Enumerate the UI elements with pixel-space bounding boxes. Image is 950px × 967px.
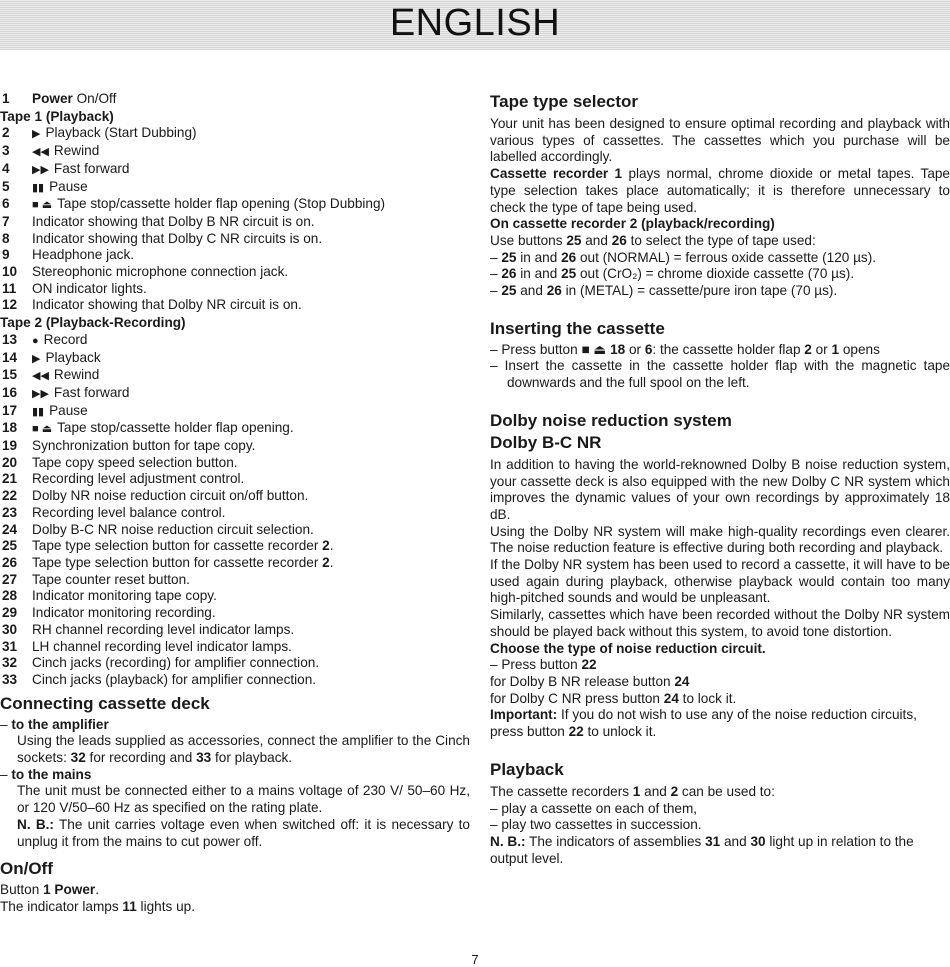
connecting-heading: Connecting cassette deck [0,693,210,713]
tape-type-heading: Tape type selector [490,92,639,111]
item-text: Stereophonic microphone connection jack. [32,264,289,280]
playback-line-3: – play two cassettes in succession. [490,817,702,833]
item-text: Pause [49,178,88,194]
item-number: 18 [2,420,18,436]
dolby-for-b: for Dolby B NR release button 24 [490,673,690,689]
item-text: Tape copy speed selection button. [32,454,238,470]
legend-item [0,555,470,572]
legend-item [0,214,470,231]
item-number: 25 [2,538,18,554]
control-symbol-icon: ● [32,334,39,347]
item-text: Indicator showing that Dolby NR circuit is on. [32,297,302,313]
item-text: LH channel recording level indicator lamps. [32,638,292,654]
dolby-choose: Choose the type of noise reduction circuit. [490,640,766,656]
item-bold-ref: 2 [322,554,330,570]
item-number: 19 [2,438,18,454]
dolby-paragraph-3: If the Dolby NR system has been used to record a cassette, it will have to be used again during playback, otherwise playback would contain too many high-pitched sounds and would be unpleasant. [490,557,950,606]
recorder2-heading: On cassette recorder 2 (playback/recording) [490,216,775,232]
legend-item [0,385,470,403]
item-number: 14 [2,349,18,365]
legend-item [0,438,470,455]
playback-line-2: – play a cassette on each of them, [490,800,698,816]
item-number: 2 [2,125,10,141]
item-text: Dolby NR noise reduction circuit on/off button. [32,488,309,504]
tape-option-metal: – 25 and 26 in (METAL) = cassette/pure iron tape (70 µs). [490,283,838,299]
item-number: 29 [2,605,18,621]
legend-item [0,505,470,522]
item-number: 16 [2,384,18,400]
legend-item [0,488,470,505]
playback-line-1: The cassette recorders 1 and 2 can be used to: [490,783,775,799]
legend-item [0,403,470,421]
mains-text: The unit must be connected either to a mains voltage of 230 V/ 50–60 Hz, or 120 V/50–60 Hz as specified on the rating plate. [17,783,470,816]
item-number: 8 [2,230,10,246]
right-column [490,91,950,867]
legend-item [0,143,470,161]
item-text: Fast forward [53,384,130,400]
item-text: Indicator showing that Dolby B NR circuit is on. [32,213,315,229]
legend-item [0,332,470,350]
item-text: Indicator monitoring recording. [32,605,216,621]
legend-item [0,281,470,298]
onoff-heading: On/Off [0,859,53,879]
legend-item [0,522,470,539]
tape2-list [0,332,470,689]
legend-item [0,297,470,314]
playback-heading: Playback [490,759,564,779]
item-text: Fast forward [53,160,130,176]
control-symbol-icon: ◀◀ [32,146,49,159]
amplifier-subheading [0,717,470,734]
control-symbol-icon: ◀◀ [32,370,49,383]
legend-item [0,672,470,689]
legend-item [0,161,470,179]
legend-item [0,350,470,368]
legend-item [0,605,470,622]
item-text: Dolby B-C NR noise reduction circuit selection. [32,521,314,537]
item-text: Indicator showing that Dolby C NR circuits is on. [32,230,323,246]
item-text: Rewind [53,367,100,383]
item-text: Tape type selection button for cassette recorder [32,554,323,570]
item-number: 20 [2,454,18,470]
onoff-line-1: Button 1 Power. [0,882,99,898]
legend-item [0,572,470,589]
tape-option-normal: – 25 in and 26 out (NORMAL) = ferrous oxide cassette (120 µs). [490,249,877,265]
tape-option-chrome: – 26 in and 25 out (CrO₂) = chrome dioxide cassette (70 µs). [490,266,855,282]
item-text: RH channel recording level indicator lamps. [32,621,295,637]
item-number: 7 [2,213,10,229]
dolby-paragraph-2: Using the Dolby NR system will make high-quality recordings even clearer. The noise reduction feature is effective during both recording and playback. [490,523,950,556]
dash: – [0,716,12,732]
item-text: Pause [49,402,88,418]
item-text: Cinch jacks (playback) for amplifier connection. [32,671,317,687]
onoff-line-2: The indicator lamps 11 lights up. [0,898,195,914]
item-bold-ref: 2 [322,538,330,554]
legend-item [0,196,470,214]
page-number: 7 [471,952,479,967]
control-symbol-icon: ▶ [32,128,41,141]
dash: – [0,766,12,782]
legend-item [0,655,470,672]
item-text: Playback (Start Dubbing) [45,125,197,141]
legend-item [0,264,470,281]
legend-item [0,622,470,639]
tape1-list [0,125,470,314]
item-number: 22 [2,488,18,504]
item-number: 33 [2,671,18,687]
inserting-step-2: – Insert the cassette in the cassette holder flap with the magnetic tape downwards and the full spool on the left. [490,358,950,391]
item-number: 15 [2,367,18,383]
legend-item [0,455,470,472]
legend-item [0,179,470,197]
left-column [0,91,470,916]
dolby-paragraph-1: In addition to having the world-reknowned Dolby B noise reduction system, your cassette deck is also equipped with the new Dolby C NR system which improves the dynamic values of your own recordings by approximately 18 dB. [490,456,950,522]
item-text: Tape counter reset button. [32,571,190,587]
tape-type-intro: Your unit has been designed to ensure optimal recording and playback with various types of cassettes. The cassettes which you purchase will be labelled accordingly. [490,116,950,165]
mains-subheading [0,767,470,784]
page-title: ENGLISH [389,2,561,44]
legend-item [0,367,470,385]
item-number: 4 [2,160,10,176]
item-number: 6 [2,196,10,212]
item-number: 10 [2,264,18,280]
item-text-end: . [329,538,334,554]
item-text: Recording level adjustment control. [32,471,245,487]
item-text: Tape type selection button for cassette recorder [32,538,323,554]
control-symbol-icon: ▶▶ [32,163,49,176]
item-number: 32 [2,655,18,671]
item-number: 1 [2,91,10,106]
dolby-for-c: for Dolby C NR press button 24 to lock it. [490,690,737,706]
item-number: 17 [2,402,18,418]
amplifier-text: Using the leads supplied as accessories, connect the amplifier to the Cinch sockets: 32 for recording and 33 for playback. [17,733,470,766]
item-text: Headphone jack. [32,247,135,263]
legend-item [0,471,470,488]
item-text: Synchronization button for tape copy. [32,438,256,454]
item-text: ON indicator lights. [32,280,147,296]
item-number: 23 [2,504,18,520]
item-text: Tape stop/cassette holder flap opening (Stop Dubbing) [57,196,386,212]
item-text: Tape stop/cassette holder flap opening. [57,420,294,436]
item-text: Cinch jacks (recording) for amplifier connection. [32,655,320,671]
legend-item [0,231,470,248]
item-number: 9 [2,247,10,263]
dolby-important: Important: If you do not wish to use any of the noise reduction circuits, press button 22 to unlock it. [490,707,917,740]
item-text-end: . [329,554,334,570]
item-text: Recording level balance control. [32,504,226,520]
playback-note: N. B.: The indicators of assemblies 31 and 30 light up in relation to the output level. [490,833,914,866]
recorder1-text: Cassette recorder 1 plays normal, chrome dioxide or metal tapes. Tape type selection takes place automatically; it is therefore unnecessary to check the type of tape being used. [490,166,950,215]
item-number: 5 [2,178,10,194]
dolby-press: – Press button 22 [490,657,597,673]
item-label: Power [32,91,73,106]
legend-item [0,420,470,438]
use-buttons-text: Use buttons 25 and 26 to select the type of tape used: [490,232,816,248]
item-text: Playback [45,349,101,365]
legend-item [0,639,470,656]
control-symbol-icon: ▮▮ [32,405,45,418]
legend-item [0,247,470,264]
legend-item [0,125,470,143]
item-number: 11 [2,280,17,296]
tape1-heading: Tape 1 (Playback) [0,108,114,124]
item-number: 3 [2,143,10,159]
mains-title: to the mains [11,766,92,782]
legend-item [0,538,470,555]
item-number: 26 [2,554,18,570]
item-number: 28 [2,588,18,604]
legend-item [0,588,470,605]
control-symbol-icon: ■ ⏏ [32,423,53,436]
legend-item [0,91,470,108]
dolby-paragraph-4: Similarly, cassettes which have been recorded without the Dolby NR system should be played back without this system, to avoid tone distortion. [490,607,950,639]
item-text: On/Off [72,91,117,106]
mains-note: N. B.: The unit carries voltage even when switched off: it is necessary to unplug it from the mains to cut power off. [17,816,470,849]
page-header [0,0,950,50]
item-number: 12 [2,297,18,313]
item-number: 13 [2,331,18,347]
control-symbol-icon: ▶▶ [32,387,49,400]
control-symbol-icon: ▶ [32,352,41,365]
inserting-step-1: – Press button ■ ⏏ 18 or 6: the cassette holder flap 2 or 1 opens [490,341,880,357]
dolby-heading: Dolby noise reduction system [490,410,732,430]
control-symbol-icon: ■ ⏏ [32,199,53,212]
item-number: 31 [2,638,18,654]
item-text: Indicator monitoring tape copy. [32,588,217,604]
item-text: Record [43,331,88,347]
item-number: 30 [2,621,18,637]
item-number: 24 [2,521,18,537]
inserting-heading: Inserting the cassette [490,318,665,338]
dolby-subheading: Dolby B-C NR [490,432,602,452]
item-number: 21 [2,471,18,487]
amplifier-title: to the amplifier [11,716,109,732]
tape2-heading: Tape 2 (Playback-Recording) [0,315,186,331]
control-symbol-icon: ▮▮ [32,181,45,194]
item-text: Rewind [53,143,100,159]
item-number: 27 [2,571,18,587]
